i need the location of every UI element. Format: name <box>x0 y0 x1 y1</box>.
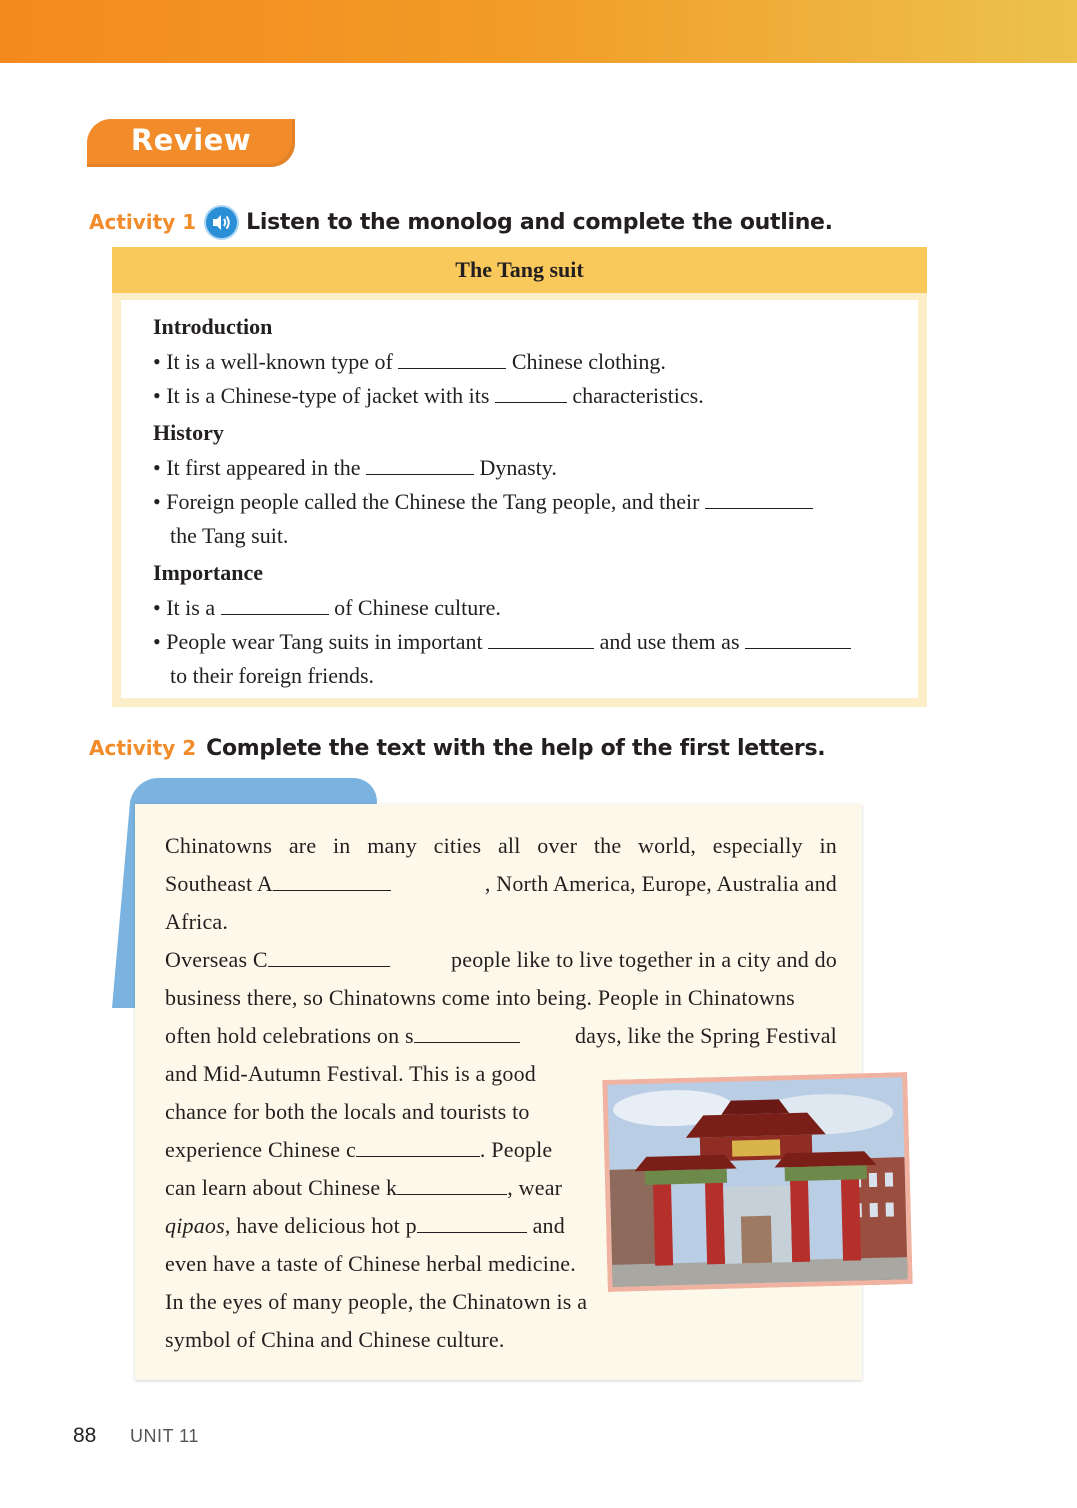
activity-1-instruction: Listen to the monolog and complete the outline. <box>246 209 833 235</box>
chinatown-gate-photo <box>602 1072 912 1292</box>
text-line: Southeast A , North America, Europe, Australia and <box>165 871 837 896</box>
activity-1-label: Activity 1 <box>89 210 197 234</box>
outline-line: to their foreign friends. <box>170 663 375 688</box>
answer-blank[interactable] <box>356 1138 480 1157</box>
text-line: and Mid-Autumn Festival. This is a good <box>165 1061 536 1086</box>
outline-line: • People wear Tang suits in important and use them as <box>153 629 851 655</box>
answer-blank[interactable] <box>398 350 506 369</box>
text-line: often hold celebrations on s days, like the Spring Festival <box>165 1023 837 1048</box>
answer-blank[interactable] <box>366 456 474 475</box>
activity-2-label: Activity 2 <box>89 736 197 760</box>
section-heading: History <box>153 420 224 445</box>
section-heading: Importance <box>153 560 263 585</box>
activity-1-heading <box>89 205 833 239</box>
answer-blank[interactable] <box>414 1024 520 1043</box>
answer-blank[interactable] <box>705 490 813 509</box>
text-line: Overseas C people like to live together in a city and do <box>165 947 837 972</box>
outline-line: • It first appeared in the Dynasty. <box>153 455 557 480</box>
text-line: can learn about Chinese k , wear <box>165 1175 563 1200</box>
outline-line: • It is a of Chinese culture. <box>153 595 501 620</box>
section-heading: Introduction <box>153 314 273 339</box>
text-line: chance for both the locals and tourists to <box>165 1099 530 1124</box>
page-number: 88 <box>73 1424 97 1447</box>
review-badge <box>87 119 295 167</box>
activity-2-heading <box>89 731 825 765</box>
answer-blank[interactable] <box>417 1214 527 1233</box>
answer-blank[interactable] <box>495 384 567 403</box>
speaker-icon[interactable] <box>206 207 237 238</box>
answer-blank[interactable] <box>397 1176 507 1195</box>
tang-suit-outline <box>112 247 927 707</box>
text-line: Africa. <box>165 909 229 934</box>
text-line: Chinatowns are in many cities all over the world, especially in <box>165 833 837 858</box>
text-line: qipaos, have delicious hot p and <box>165 1213 565 1238</box>
answer-blank[interactable] <box>488 630 594 649</box>
answer-blank[interactable] <box>221 596 329 615</box>
text-line: even have a taste of Chinese herbal medicine. <box>165 1251 576 1276</box>
outline-line: • It is a Chinese-type of jacket with its characteristics. <box>153 383 704 408</box>
answer-blank[interactable] <box>745 630 851 649</box>
text-line: symbol of China and Chinese culture. <box>165 1327 505 1352</box>
review-label: Review <box>130 123 252 157</box>
outline-line: • It is a well-known type of Chinese clothing. <box>153 349 666 374</box>
outline-title: The Tang suit <box>112 247 927 293</box>
activity-2-instruction: Complete the text with the help of the first letters. <box>206 735 826 761</box>
text-line: business there, so Chinatowns come into being. People in Chinatowns <box>165 985 795 1010</box>
outline-body <box>121 300 918 698</box>
answer-blank[interactable] <box>273 872 391 891</box>
text-line: experience Chinese c . People <box>165 1137 553 1162</box>
unit-label: UNIT 11 <box>130 1426 199 1446</box>
answer-blank[interactable] <box>268 948 390 967</box>
text-line: In the eyes of many people, the Chinatown is a <box>165 1289 588 1314</box>
outline-line: the Tang suit. <box>170 523 289 548</box>
top-banner <box>0 0 1077 63</box>
outline-line: • Foreign people called the Chinese the Tang people, and their <box>153 489 813 515</box>
